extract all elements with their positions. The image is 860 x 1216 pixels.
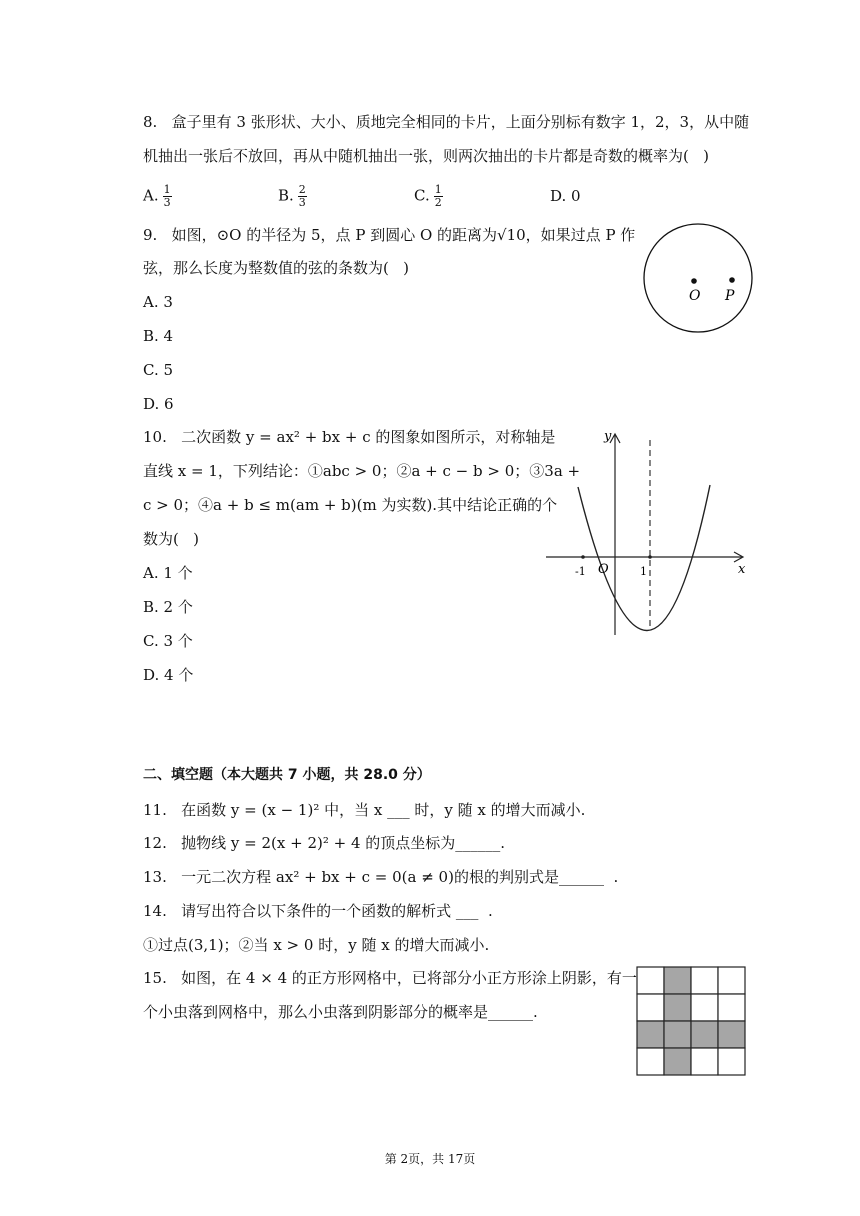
- center-point: [691, 278, 697, 284]
- grid-cell: [637, 967, 664, 994]
- circle-figure: [638, 222, 758, 337]
- section-title: 二、填空题（本大题共 7 小题，共 28.0 分）: [143, 767, 431, 783]
- parabola-figure: [540, 425, 755, 640]
- q14-line1: 14. 请写出符合以下条件的一个函数的解析式 ___ .: [143, 902, 493, 920]
- q12: 12. 抛物线 y = 2(x + 2)² + 4 的顶点坐标为______.: [143, 834, 506, 852]
- parabola-curve: [578, 485, 710, 631]
- tick-neg-one: [581, 555, 585, 559]
- grid-cell-shaded: [691, 1021, 718, 1048]
- q8-line2: 机抽出一张后不放回，再从中随机抽出一张，则两次抽出的卡片都是奇数的概率为( ): [143, 147, 710, 165]
- q10-option-d: D. 4 个: [143, 666, 194, 684]
- q9-option-a: A. 3: [143, 293, 173, 311]
- grid-cell: [637, 1048, 664, 1075]
- grid-cell-shaded: [664, 1048, 691, 1075]
- q15-line1: 15. 如图，在 4 × 4 的正方形网格中，已将部分小正方形涂上阴影，有一: [143, 969, 637, 987]
- q9-option-d: D. 6: [143, 395, 174, 413]
- point-p: [729, 277, 735, 283]
- q10-line1: 10. 二次函数 y = ax² + bx + c 的图象如图所示，对称轴是: [143, 428, 556, 446]
- q8-line1: 8. 盒子里有 3 张形状、大小、质地完全相同的卡片，上面分别标有数字 1，2，3，从中随: [143, 113, 750, 131]
- q10-line4: 数为( ): [143, 530, 200, 548]
- grid-cell: [718, 1048, 745, 1075]
- q10-line3: c > 0；④a + b ≤ m(am + b)(m 为实数).其中结论正确的个: [143, 496, 558, 514]
- grid-cell: [691, 1048, 718, 1075]
- q8-option-b: B. $\frac{2}{3}$: [278, 183, 306, 209]
- q10-line2: 直线 x = 1，下列结论：①abc > 0；②a + c − b > 0；③3a +: [143, 462, 581, 480]
- q13: 13. 一元二次方程 ax² + bx + c = 0(a ≠ 0)的根的判别式是______ .: [143, 868, 619, 886]
- q8-option-c: C. $\frac{1}{2}$: [414, 183, 442, 209]
- q8-option-d: D. 0: [550, 187, 581, 205]
- grid-cell: [718, 994, 745, 1021]
- y-axis-label: y: [604, 429, 612, 444]
- q10-option-b: B. 2 个: [143, 598, 193, 616]
- q10-option-c: C. 3 个: [143, 632, 193, 650]
- q9-line2: 弦，那么长度为整数值的弦的条数为( ): [143, 259, 410, 277]
- tick-label-neg-one: -1: [575, 565, 586, 578]
- q8-option-a: A. $\frac{1}{3}$: [143, 183, 171, 209]
- grid-cell-shaded: [664, 994, 691, 1021]
- q15-line2: 个小虫落到网格中，那么小虫落到阴影部分的概率是______.: [143, 1003, 538, 1021]
- page-footer: 第 2页，共 17页: [384, 1152, 476, 1166]
- grid-cell: [718, 967, 745, 994]
- q11: 11. 在函数 y = (x − 1)² 中，当 x ___ 时，y 随 x 的增大而减小.: [143, 801, 586, 819]
- q9-line1: 9. 如图，⊙O 的半径为 5，点 P 到圆心 O 的距离为√10，如果过点 P 作: [143, 226, 636, 244]
- center-label: O: [689, 288, 701, 304]
- grid-cell-shaded: [718, 1021, 745, 1048]
- shaded-grid-figure: [636, 966, 748, 1078]
- grid-cell: [691, 967, 718, 994]
- q14-line2: ①过点(3,1)；②当 x > 0 时，y 随 x 的增大而减小.: [143, 936, 490, 954]
- grid-cell-shaded: [664, 967, 691, 994]
- point-p-label: P: [725, 288, 735, 304]
- grid-cell: [691, 994, 718, 1021]
- origin-label: O: [598, 562, 609, 577]
- q9-option-c: C. 5: [143, 361, 174, 379]
- x-axis-label: x: [738, 562, 746, 577]
- tick-one: [648, 555, 652, 559]
- grid-cell-shaded: [637, 1021, 664, 1048]
- q9-option-b: B. 4: [143, 327, 174, 345]
- q10-option-a: A. 1 个: [143, 564, 193, 582]
- circle-outline: [644, 224, 752, 332]
- grid-cell: [637, 994, 664, 1021]
- grid-cell-shaded: [664, 1021, 691, 1048]
- tick-label-one: 1: [640, 565, 647, 578]
